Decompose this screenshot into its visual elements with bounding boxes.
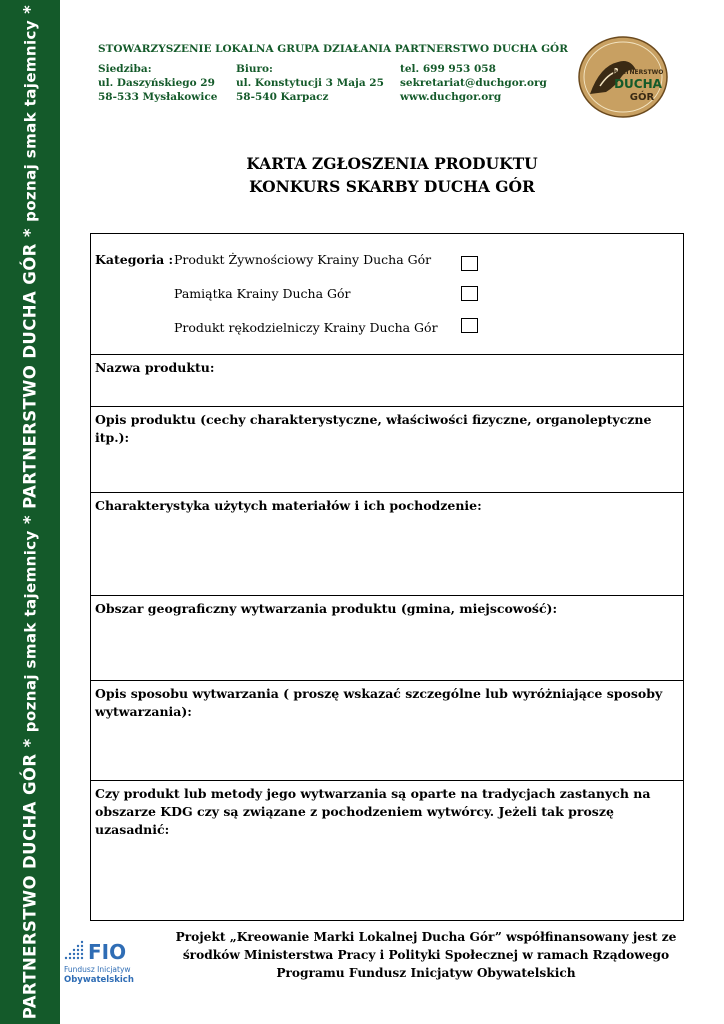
- logo-text-line1: DUCHA: [614, 77, 662, 91]
- category-section: [91, 234, 683, 355]
- category-label: Kategoria :: [95, 252, 174, 267]
- category-option-handicraft: Produkt rękodzielniczy Krainy Ducha Gór: [174, 320, 438, 335]
- website: www.duchgor.org: [400, 91, 502, 103]
- product-form: [90, 233, 684, 921]
- checkbox-handicraft[interactable]: [461, 318, 478, 333]
- contact-info: [400, 62, 547, 104]
- footer-line-2: środków Ministerstwa Pracy i Polityki Społecznej w ramach Rządowego: [182, 948, 670, 962]
- seat-street: ul. Daszyńskiego 29: [98, 77, 215, 89]
- side-text-2: poznaj smak tajemnicy: [21, 530, 40, 733]
- field-product-description[interactable]: [91, 406, 683, 493]
- fio-mark: FIO: [88, 940, 127, 964]
- field-materials[interactable]: [91, 492, 683, 596]
- checkbox-food[interactable]: [461, 256, 478, 271]
- field-production-method-label: Opis sposobu wytwarzania ( proszę wskazać szczególne lub wyróżniające sposoby wytwarzania):: [95, 686, 663, 719]
- side-text-4: poznaj smak tajemnicy: [21, 19, 40, 222]
- field-tradition[interactable]: [91, 780, 683, 921]
- field-geographic-area[interactable]: [91, 595, 683, 681]
- office-street: ul. Konstytucji 3 Maja 25: [236, 77, 384, 89]
- office-address: [236, 62, 384, 104]
- office-city: 58-540 Karpacz: [236, 91, 329, 103]
- field-product-name-label: Nazwa produktu:: [95, 360, 215, 375]
- category-option-souvenir: Pamiątka Krainy Ducha Gór: [174, 286, 351, 301]
- side-sep-4: *: [20, 4, 40, 20]
- checkbox-souvenir[interactable]: [461, 286, 478, 301]
- side-text-1: PARTNERSTWO DUCHA GÓR: [20, 753, 40, 1020]
- seat-label: Siedziba:: [98, 63, 152, 75]
- title-line-2: KONKURS SKARBY DUCHA GÓR: [249, 177, 535, 196]
- logo-text-line2: GÓR: [629, 92, 655, 103]
- organization-name: STOWARZYSZENIE LOKALNA GRUPA DZIAŁANIA PARTNERSTWO DUCHA GÓR: [98, 43, 568, 55]
- office-label: Biuro:: [236, 63, 273, 75]
- title-line-1: KARTA ZGŁOSZENIA PRODUKTU: [246, 154, 538, 173]
- partnerstwo-logo: [578, 36, 668, 118]
- footer-line-1: Projekt „Kreowanie Marki Lokalnej Ducha Gór” współfinansowany jest ze: [175, 930, 677, 944]
- field-materials-label: Charakterystyka użytych materiałów i ich pochodzenie:: [95, 498, 482, 513]
- fio-sub-2: Obywatelskich: [64, 975, 134, 985]
- category-option-food: Produkt Żywnościowy Krainy Ducha Gór: [174, 252, 432, 267]
- side-text-3: PARTNERSTWO DUCHA GÓR: [20, 243, 40, 509]
- footer-line-3: Programu Fundusz Inicjatyw Obywatelskich: [276, 966, 576, 980]
- side-banner-text: [21, 5, 40, 1019]
- field-product-description-label: Opis produktu (cechy charakterystyczne, właściwości fizyczne, organoleptyczne itp.):: [95, 412, 652, 445]
- field-production-method[interactable]: [91, 680, 683, 781]
- side-sep-1: *: [20, 732, 40, 754]
- fio-sub-1: Fundusz Inicjatyw: [64, 965, 131, 974]
- side-sep-3: *: [20, 221, 40, 244]
- fio-logo: [62, 936, 162, 988]
- footer-funding-note: [166, 928, 686, 982]
- side-banner: [0, 0, 60, 1024]
- field-geographic-area-label: Obszar geograficzny wytwarzania produktu (gmina, miejscowość):: [95, 601, 558, 616]
- document-title: [60, 152, 724, 198]
- field-product-name[interactable]: [91, 354, 683, 407]
- phone: tel. 699 953 058: [400, 63, 496, 75]
- email: sekretariat@duchgor.org: [400, 77, 547, 89]
- logo-text-top: PARTNERSTWO: [612, 69, 664, 76]
- seat-address: [98, 62, 217, 104]
- side-sep-2: *: [20, 508, 40, 531]
- field-tradition-label: Czy produkt lub metody jego wytwarzania są oparte na tradycjach zastanych na obszarze KDG czy są związane z pochodzeniem wytwórcy. Jeżeli tak proszę uzasadnić:: [95, 786, 651, 837]
- seat-city: 58-533 Mysłakowice: [98, 91, 218, 103]
